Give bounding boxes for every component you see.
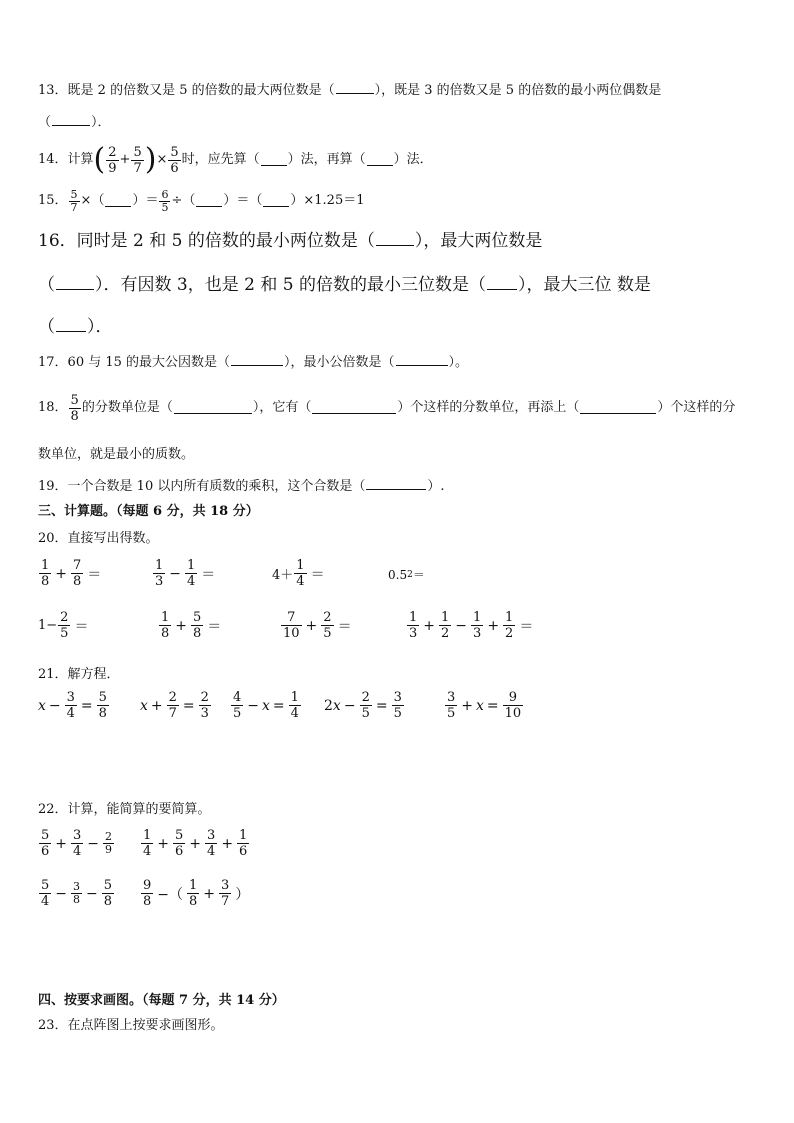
math-symbol: +	[461, 697, 474, 714]
numerator: 2	[108, 144, 117, 160]
fraction	[141, 828, 153, 859]
numerator: 6	[161, 187, 169, 201]
fraction	[503, 690, 524, 721]
fraction	[185, 558, 197, 589]
math-symbol: +	[150, 697, 163, 714]
math-symbol: =	[80, 697, 93, 714]
answer-blank[interactable]	[196, 195, 222, 207]
numerator: 1	[296, 558, 305, 573]
answer-blank[interactable]	[105, 195, 131, 207]
left-paren: (	[93, 142, 106, 177]
numerator: 5	[175, 828, 184, 843]
fraction	[65, 690, 77, 721]
fraction	[39, 828, 51, 859]
fraction	[289, 690, 301, 721]
numerator: 5	[41, 828, 50, 843]
numerator: 1	[290, 690, 299, 705]
numerator: 5	[133, 144, 142, 160]
numerator: 5	[98, 690, 107, 705]
denominator: 5	[233, 706, 242, 721]
denominator: 7	[70, 200, 78, 214]
numerator: 1	[189, 878, 198, 893]
denominator: 10	[504, 706, 522, 721]
fraction	[360, 690, 372, 721]
numerator: 5	[103, 878, 113, 893]
numerator: 2	[60, 610, 69, 625]
denominator: 8	[41, 574, 50, 589]
numerator: 5	[193, 610, 202, 625]
numerator: 4	[233, 690, 242, 705]
variable: x	[38, 697, 46, 714]
math-symbol: ＝	[87, 566, 102, 583]
denominator: 4	[207, 844, 216, 859]
answer-blank[interactable]	[312, 402, 396, 414]
denominator: 4	[41, 894, 50, 909]
numerator: 5	[70, 187, 78, 201]
numerator: 3	[73, 880, 81, 893]
answer-blank[interactable]	[174, 402, 252, 414]
math-symbol: −	[87, 835, 100, 852]
denominator: 7	[221, 894, 230, 909]
numerator: 3	[73, 828, 82, 843]
math-symbol: =	[486, 697, 499, 714]
numerator: 1	[187, 558, 196, 573]
q21-equation-4: 2 x − $\frac{2}{5}$ = $\frac{3}{5}$	[324, 690, 402, 721]
numerator: 9	[143, 878, 152, 893]
math-symbol: ＝	[201, 566, 216, 583]
fraction	[103, 831, 114, 856]
fraction	[168, 145, 180, 176]
answer-blank[interactable]	[366, 478, 426, 490]
denominator: 7	[168, 706, 177, 721]
numerator: 1	[505, 610, 514, 625]
fraction	[439, 610, 451, 641]
fraction	[106, 145, 118, 176]
math-symbol: −	[247, 697, 260, 714]
denominator: 4	[73, 844, 82, 859]
math-symbol: −	[86, 885, 98, 902]
denominator: 5	[361, 706, 370, 721]
fraction	[191, 610, 203, 641]
math-symbol: ）	[235, 886, 250, 903]
fraction	[503, 610, 515, 641]
numerator: 2	[200, 690, 209, 705]
denominator: 9	[105, 843, 113, 856]
answer-blank[interactable]	[56, 317, 86, 332]
variable: x	[332, 697, 341, 714]
numerator: 1	[473, 610, 482, 625]
numerator: 3	[447, 690, 456, 705]
numerator: 1	[41, 558, 50, 573]
denominator: 2	[441, 626, 450, 641]
section-3-heading: 三、计算题。（每题 6 分，共 18 分）	[38, 504, 259, 519]
answer-blank[interactable]	[367, 154, 393, 166]
question-13-line2: （ ）．	[38, 115, 111, 130]
numerator: 2	[105, 830, 113, 843]
answer-blank[interactable]	[231, 354, 283, 366]
fraction	[199, 690, 211, 721]
fraction	[69, 393, 81, 424]
fraction	[131, 145, 143, 176]
q21-equation-5	[444, 690, 524, 721]
math-symbol: −	[455, 617, 468, 634]
math-symbol: +	[55, 565, 68, 582]
question-16-line2: （ ）．有因数 3，也是 2 和 5 的倍数的最小三位数是（ ），最大三位 数是	[38, 275, 651, 295]
q20-expr-2	[152, 558, 218, 589]
denominator: 3	[409, 626, 418, 641]
fraction	[173, 828, 185, 859]
question-17: 17．60 与 15 的最大公因数是（ ），最小公倍数是（ ）。	[38, 355, 469, 370]
fraction	[294, 558, 306, 589]
math-symbol: +	[189, 835, 202, 852]
q20-expr-1	[38, 558, 104, 589]
denominator: 8	[98, 706, 107, 721]
answer-blank[interactable]	[336, 82, 374, 94]
numerator: 3	[207, 828, 216, 843]
answer-blank[interactable]	[56, 275, 94, 290]
numerator: 1	[155, 558, 164, 573]
fraction	[205, 828, 217, 859]
math-symbol: +	[487, 617, 500, 634]
math-symbol: +	[55, 835, 68, 852]
math-symbol: −（	[157, 886, 184, 903]
question-22-title: 22．计算，能简算的要简算。	[38, 802, 211, 817]
numerator: 1	[143, 828, 152, 843]
denominator: 6	[239, 844, 248, 859]
numerator: 7	[73, 558, 82, 573]
math-symbol: −	[48, 697, 61, 714]
math-symbol: +	[221, 835, 234, 852]
question-21-title: 21．解方程．	[38, 667, 120, 682]
question-14: 14．计算 ( $\frac{2}{9}$ + $\frac{5}{7}$ ) × $\frac{5}{6}$ 时，应先算（ ）法，再算（ ）法．	[38, 142, 433, 177]
denominator: 8	[143, 894, 152, 909]
denominator: 4	[290, 706, 299, 721]
fraction	[141, 878, 153, 909]
math-symbol: +	[423, 617, 436, 634]
fraction	[39, 878, 51, 909]
math-symbol: ＝	[519, 618, 534, 635]
question-13-line1: 13．既是 2 的倍数又是 5 的倍数的最大两位数是（ ），既是 3 的倍数又是 5 的倍数的最小两位偶数是	[38, 83, 662, 98]
denominator: 4	[187, 574, 196, 589]
numerator: 9	[508, 690, 518, 705]
denominator: 2	[505, 626, 514, 641]
variable: x	[262, 697, 270, 714]
denominator: 6	[175, 844, 184, 859]
denominator: 3	[155, 574, 164, 589]
numerator: 7	[287, 610, 296, 625]
numerator: 1	[161, 610, 170, 625]
denominator: 8	[103, 894, 113, 909]
denominator: 6	[170, 160, 179, 176]
answer-blank[interactable]	[52, 114, 90, 126]
denominator: 8	[193, 626, 202, 641]
answer-blank[interactable]	[396, 354, 448, 366]
fraction	[69, 189, 80, 214]
numerator: 3	[393, 690, 402, 705]
fraction	[321, 610, 333, 641]
denominator: 5	[323, 626, 332, 641]
denominator: 8	[73, 893, 81, 906]
answer-blank[interactable]	[487, 275, 517, 290]
numerator: 1	[409, 610, 418, 625]
fraction	[97, 690, 109, 721]
q20-expr-4: 0.5 2 ＝	[388, 567, 425, 582]
q20-expr-8	[406, 610, 536, 641]
q20-expr-7	[280, 610, 355, 641]
denominator: 3	[200, 706, 209, 721]
numerator: 2	[361, 690, 370, 705]
q21-equation-1	[38, 690, 110, 721]
q22-expr-3	[38, 878, 115, 909]
fraction	[445, 690, 457, 721]
q20-expr-3: 4＋ $\frac{1}{4}$ ＝	[272, 558, 325, 589]
denominator: 5	[60, 626, 69, 641]
fraction	[102, 878, 114, 909]
question-16-line3: （ ）．	[38, 317, 113, 337]
q22-expr-1	[38, 828, 115, 859]
math-symbol: ＝	[207, 618, 222, 635]
fraction	[159, 189, 170, 214]
numerator: 5	[70, 392, 79, 408]
q21-equation-3	[230, 690, 302, 721]
numerator: 2	[168, 690, 177, 705]
math-symbol: −	[343, 697, 356, 714]
math-symbol: ＝	[310, 566, 325, 583]
math-symbol: 2	[407, 569, 413, 580]
math-symbol: ＝	[337, 618, 352, 635]
fraction	[407, 610, 419, 641]
answer-blank[interactable]	[580, 402, 656, 414]
math-symbol: +	[305, 617, 318, 634]
answer-blank[interactable]	[261, 154, 287, 166]
denominator: 8	[189, 894, 198, 909]
variable: x	[140, 697, 148, 714]
numerator: 5	[170, 144, 179, 160]
fraction	[471, 610, 483, 641]
fraction	[153, 558, 165, 589]
fraction	[392, 690, 404, 721]
q21-equation-2	[140, 690, 212, 721]
denominator: 5	[447, 706, 456, 721]
denominator: 4	[66, 706, 75, 721]
q20-expr-6	[158, 610, 224, 641]
fraction	[237, 828, 249, 859]
denominator: 3	[473, 626, 482, 641]
denominator: 8	[161, 626, 170, 641]
math-symbol: +	[157, 835, 170, 852]
denominator: 8	[70, 408, 79, 424]
question-15: 15． $\frac{5}{7}$ ×（ ）＝ $\frac{6}{5}$ ÷（ ）＝（ ）×1.25＝1	[38, 187, 365, 214]
denominator: 5	[393, 706, 402, 721]
math-symbol: +	[203, 885, 216, 902]
question-19: 19．一个合数是 10 以内所有质数的乘积，这个合数是（ ）.	[38, 479, 445, 494]
q22-expr-4	[140, 878, 252, 909]
fraction	[39, 558, 51, 589]
question-20-title: 20．直接写出得数。	[38, 531, 159, 546]
question-23: 23．在点阵图上按要求画图形。	[38, 1018, 224, 1033]
numerator: 2	[323, 610, 332, 625]
denominator: 8	[73, 574, 82, 589]
numerator: 1	[441, 610, 450, 625]
fraction	[58, 610, 70, 641]
q20-expr-5: 1− $\frac{2}{5}$ ＝	[38, 610, 89, 641]
fraction	[187, 878, 199, 909]
math-symbol: −	[55, 885, 68, 902]
fraction	[71, 881, 82, 906]
denominator: 4	[296, 574, 305, 589]
numerator: 3	[66, 690, 75, 705]
question-18-line1: 18． $\frac{5}{8}$ 的分数单位是（ ），它有（ ）个这样的分数单位，再添上（ ）个这样的分	[38, 392, 736, 424]
numerator: 1	[239, 828, 248, 843]
numerator: 3	[221, 878, 230, 893]
right-paren: )	[144, 142, 157, 177]
math-symbol: =	[272, 697, 285, 714]
question-18-line2: 数单位，就是最小的质数。	[38, 447, 195, 462]
math-symbol: −	[169, 565, 182, 582]
math-symbol: +	[175, 617, 188, 634]
denominator: 7	[133, 160, 142, 176]
fraction	[71, 558, 83, 589]
fraction	[159, 610, 171, 641]
denominator: 4	[143, 844, 152, 859]
denominator: 5	[161, 200, 169, 214]
question-16-line1: 16．同时是 2 和 5 的倍数的最小两位数是（ ），最大两位数是	[38, 231, 543, 251]
fraction	[219, 878, 231, 909]
math-symbol: =	[182, 697, 195, 714]
answer-blank[interactable]	[263, 195, 289, 207]
q22-expr-2	[140, 828, 250, 859]
fraction	[231, 690, 243, 721]
math-symbol: ＝	[74, 618, 89, 635]
denominator: 9	[108, 160, 117, 176]
variable: x	[476, 697, 484, 714]
section-4-heading: 四、按要求画图。（每题 7 分，共 14 分）	[38, 993, 285, 1008]
denominator: 6	[41, 844, 50, 859]
fraction	[281, 610, 302, 641]
denominator: 10	[283, 626, 300, 641]
answer-blank[interactable]	[376, 231, 414, 246]
math-symbol: =	[375, 697, 388, 714]
numerator: 5	[41, 878, 50, 893]
fraction	[167, 690, 179, 721]
fraction	[71, 828, 83, 859]
